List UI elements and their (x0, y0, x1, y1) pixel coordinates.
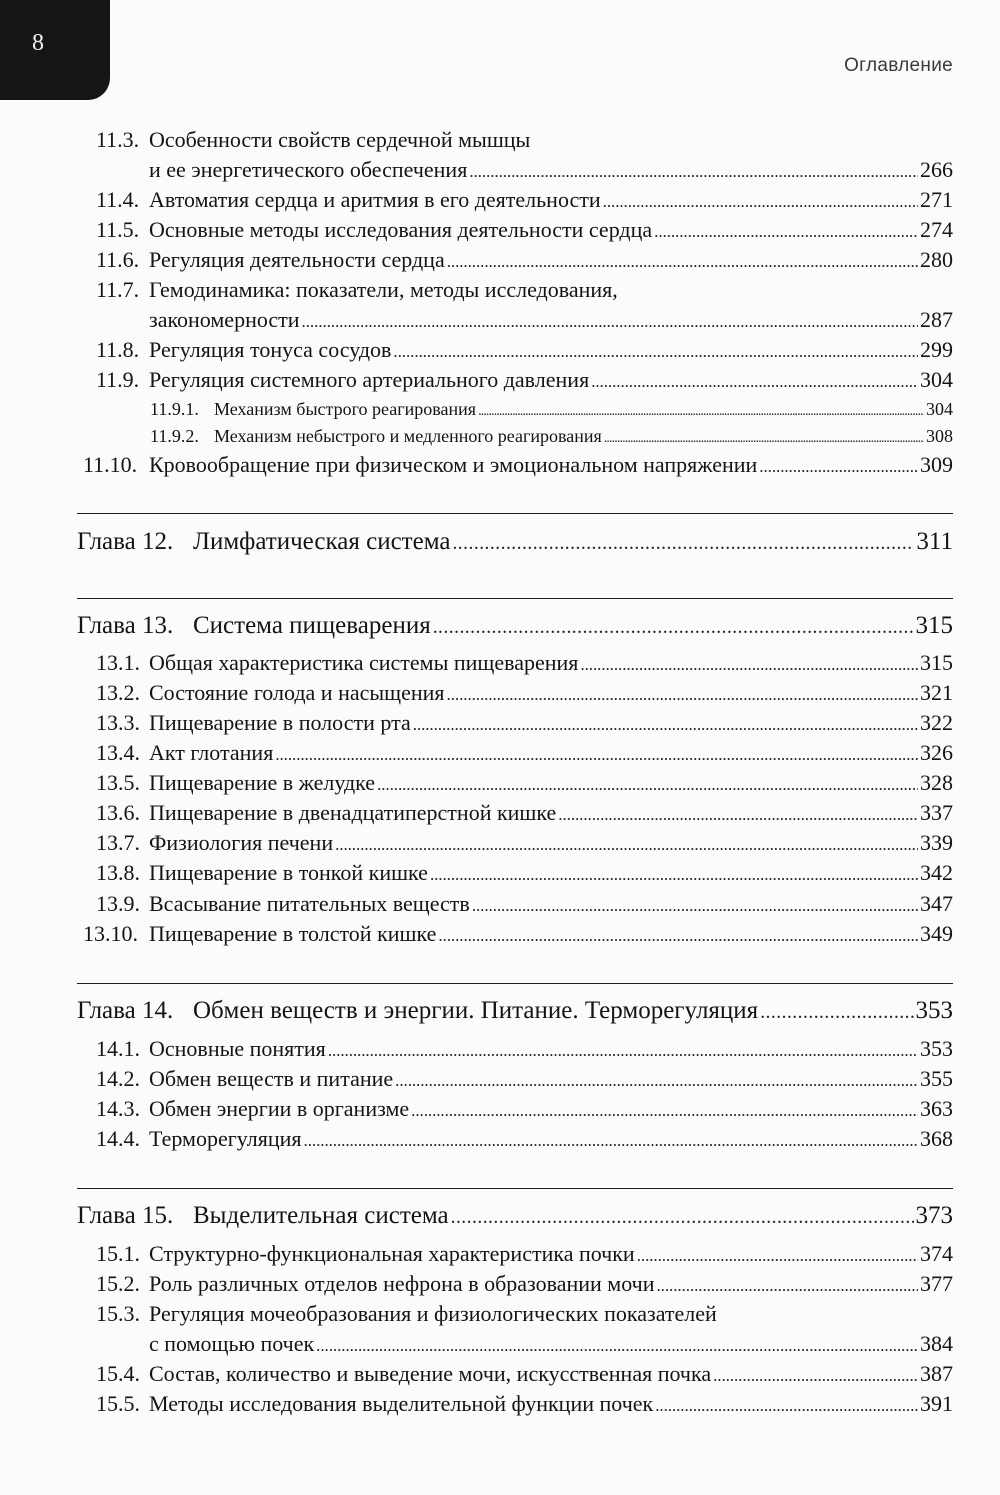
toc-entry-13-4[interactable] (96, 740, 953, 766)
entry-number: 11.4. (96, 187, 140, 212)
entry-title: Пищеварение в двенадцатиперстной кишке (149, 800, 557, 825)
entry-page: 342 (920, 860, 953, 885)
toc-entry-13-3[interactable] (96, 710, 953, 736)
toc-entry-15-1[interactable] (96, 1241, 953, 1267)
entry-page: 309 (920, 452, 953, 477)
entry-page: 299 (920, 337, 953, 362)
entry-title: Состав, количество и выведение мочи, искусственная почка (149, 1361, 712, 1386)
entry-page: 353 (920, 1036, 953, 1061)
toc-entry-15-4[interactable] (96, 1361, 953, 1387)
page-number-tab (0, 0, 110, 100)
leader-dots (377, 775, 918, 795)
entry-number: 13.6. (96, 800, 140, 825)
leader-dots (637, 1246, 918, 1266)
leader-dots (478, 403, 924, 420)
entry-title: Регуляция системного артериального давления (149, 367, 590, 392)
toc-entry-11-9-1[interactable] (150, 399, 953, 420)
toc-entry-14-3[interactable] (96, 1096, 953, 1122)
toc-entry-15-3-line1[interactable] (96, 1301, 717, 1327)
toc-entry-11-7-line1[interactable] (96, 277, 618, 303)
running-head: Оглавление (844, 55, 953, 76)
entry-title: Пищеварение в желудке (149, 770, 376, 795)
toc-entry-13-9[interactable] (96, 891, 953, 917)
entry-title: с помощью почек (149, 1331, 315, 1356)
entry-number: 14.1. (96, 1036, 140, 1061)
entry-title: закономерности (149, 307, 300, 332)
entry-title: Пищеварение в полости рта (149, 710, 411, 735)
entry-page: 321 (920, 680, 953, 705)
toc-entry-11-3-line1[interactable] (96, 127, 530, 153)
entry-number: 15.3. (96, 1301, 140, 1326)
toc-entry-14-2[interactable] (96, 1066, 953, 1092)
toc-entry-13-8[interactable] (96, 860, 953, 886)
leader-dots (395, 1071, 918, 1091)
chapter-title: Система пищеварения (193, 612, 431, 639)
leader-dots (603, 192, 918, 212)
page-number: 8 (32, 30, 44, 56)
entry-title: Регуляция тонуса сосудов (149, 337, 392, 362)
toc-chapter-12[interactable] (77, 528, 953, 556)
leader-dots (328, 1041, 918, 1061)
entry-number: 14.4. (96, 1126, 140, 1151)
entry-title: Пищеварение в тонкой кишке (149, 860, 428, 885)
toc-entry-13-7[interactable] (96, 830, 953, 856)
entry-page: 347 (920, 891, 953, 916)
toc-entry-11-9-2[interactable] (150, 426, 953, 447)
entry-page: 266 (920, 157, 953, 182)
entry-number: 13.1. (96, 650, 140, 675)
toc-chapter-14[interactable] (77, 997, 953, 1025)
entry-number: 11.8. (96, 337, 140, 362)
toc-entry-11-5[interactable] (96, 217, 953, 243)
entry-title: Механизм быстрого реагирования (214, 399, 477, 419)
entry-page: 308 (926, 426, 953, 446)
leader-dots (335, 835, 918, 855)
toc-entry-13-1[interactable] (96, 650, 953, 676)
entry-number: 11.3. (96, 127, 140, 152)
entry-page: 315 (920, 650, 953, 675)
leader-dots (713, 1366, 918, 1386)
section-divider (77, 513, 953, 514)
section-divider (77, 598, 953, 599)
entry-title: Структурно-функциональная характеристика почки (149, 1241, 635, 1266)
entry-title: Основные методы исследования деятельности сердца (149, 217, 653, 242)
toc-entry-15-2[interactable] (96, 1271, 953, 1297)
entry-title: Обмен веществ и питание (149, 1066, 394, 1091)
leader-dots (604, 430, 924, 447)
entry-number: 11.9.2. (150, 426, 199, 446)
chapter-number: Глава 13. (77, 612, 174, 639)
chapter-number: Глава 14. (77, 997, 174, 1024)
entry-title: Общая характеристика системы пищеварения (149, 650, 579, 675)
entry-title: Терморегуляция (149, 1126, 302, 1151)
leader-dots (411, 1101, 918, 1121)
toc-chapter-15[interactable] (77, 1202, 953, 1230)
leader-dots (558, 805, 918, 825)
entry-number: 13.10. (83, 921, 138, 946)
toc-entry-13-6[interactable] (96, 800, 953, 826)
toc-entry-15-3-line2[interactable] (149, 1331, 953, 1357)
chapter-page: 353 (915, 997, 953, 1024)
toc-entry-11-3-line2[interactable] (149, 157, 953, 183)
entry-number: 11.7. (96, 277, 140, 302)
toc-entry-11-10[interactable] (83, 452, 953, 478)
toc-entry-11-7-line2[interactable] (149, 307, 953, 333)
leader-dots (452, 533, 914, 555)
leader-dots (472, 896, 918, 916)
toc-entry-13-5[interactable] (96, 770, 953, 796)
leader-dots (302, 312, 918, 332)
entry-title: Регуляция мочеобразования и физиологических показателей (149, 1301, 717, 1326)
entry-page: 337 (920, 800, 953, 825)
leader-dots (393, 342, 918, 362)
leader-dots (316, 1336, 918, 1356)
leader-dots (447, 252, 918, 272)
entry-page: 322 (920, 710, 953, 735)
chapter-number: Глава 15. (77, 1202, 174, 1229)
chapter-page: 373 (915, 1202, 953, 1229)
entry-page: 363 (920, 1096, 953, 1121)
chapter-title: Лимфатическая система (193, 528, 451, 555)
entry-number: 15.4. (96, 1361, 140, 1386)
entry-page: 328 (920, 770, 953, 795)
entry-page: 304 (920, 367, 953, 392)
leader-dots (304, 1131, 918, 1151)
leader-dots (451, 1207, 914, 1229)
toc-entry-13-10[interactable] (83, 921, 953, 947)
leader-dots (759, 457, 918, 477)
entry-page: 287 (920, 307, 953, 332)
entry-title: и ее энергетического обеспечения (149, 157, 468, 182)
entry-number: 15.2. (96, 1271, 140, 1296)
entry-page: 304 (926, 399, 953, 419)
entry-page: 339 (920, 830, 953, 855)
entry-page: 349 (920, 921, 953, 946)
entry-title: Физиология печени (149, 830, 334, 855)
chapter-title: Обмен веществ и энергии. Питание. Терморегуляция (193, 997, 759, 1024)
chapter-page: 311 (916, 528, 953, 555)
leader-dots (430, 865, 918, 885)
entry-number: 11.9.1. (150, 399, 199, 419)
entry-title: Гемодинамика: показатели, методы исследования, (149, 277, 618, 302)
entry-page: 271 (920, 187, 953, 212)
chapter-page: 315 (915, 612, 953, 639)
chapter-number: Глава 12. (77, 528, 174, 555)
toc-entry-15-5[interactable] (96, 1391, 953, 1417)
entry-page: 274 (920, 217, 953, 242)
leader-dots (469, 162, 918, 182)
leader-dots (656, 1276, 918, 1296)
entry-number: 14.3. (96, 1096, 140, 1121)
toc-entry-11-6[interactable] (96, 247, 953, 273)
entry-number: 13.8. (96, 860, 140, 885)
toc-chapter-13[interactable] (77, 612, 953, 640)
leader-dots (654, 222, 918, 242)
toc-entry-14-1[interactable] (96, 1036, 953, 1062)
entry-title: Автоматия сердца и аритмия в его деятельности (149, 187, 601, 212)
leader-dots (433, 617, 914, 639)
toc-entry-11-9[interactable] (96, 367, 953, 393)
entry-page: 384 (920, 1331, 953, 1356)
entry-title: Состояние голода и насыщения (149, 680, 445, 705)
entry-title: Основные понятия (149, 1036, 326, 1061)
entry-number: 13.2. (96, 680, 140, 705)
entry-title: Методы исследования выделительной функции почек (149, 1391, 654, 1416)
entry-title: Всасывание питательных веществ (149, 891, 470, 916)
leader-dots (655, 1396, 918, 1416)
entry-title: Регуляция деятельности сердца (149, 247, 445, 272)
entry-number: 11.9. (96, 367, 140, 392)
entry-title: Акт глотания (149, 740, 274, 765)
entry-title: Пищеварение в толстой кишке (149, 921, 437, 946)
leader-dots (580, 655, 918, 675)
leader-dots (438, 926, 918, 946)
entry-title: Механизм небыстрого и медленного реагирования (214, 426, 602, 446)
entry-number: 15.1. (96, 1241, 140, 1266)
leader-dots (413, 715, 918, 735)
section-divider (77, 1188, 953, 1189)
toc-entry-13-2[interactable] (96, 680, 953, 706)
entry-page: 355 (920, 1066, 953, 1091)
entry-page: 377 (920, 1271, 953, 1296)
entry-number: 15.5. (96, 1391, 140, 1416)
chapter-title: Выделительная система (193, 1202, 449, 1229)
entry-number: 13.5. (96, 770, 140, 795)
entry-page: 368 (920, 1126, 953, 1151)
entry-number: 11.10. (83, 452, 138, 477)
entry-number: 13.3. (96, 710, 140, 735)
section-divider (77, 983, 953, 984)
entry-page: 326 (920, 740, 953, 765)
toc-entry-14-4[interactable] (96, 1126, 953, 1152)
leader-dots (447, 685, 918, 705)
entry-title: Особенности свойств сердечной мышцы (149, 127, 531, 152)
entry-number: 13.9. (96, 891, 140, 916)
entry-title: Обмен энергии в организме (149, 1096, 410, 1121)
leader-dots (760, 1002, 913, 1024)
entry-number: 13.4. (96, 740, 140, 765)
entry-page: 374 (920, 1241, 953, 1266)
entry-page: 280 (920, 247, 953, 272)
entry-number: 11.5. (96, 217, 140, 242)
toc-entry-11-8[interactable] (96, 337, 953, 363)
toc-entry-11-4[interactable] (96, 187, 953, 213)
leader-dots (591, 372, 918, 392)
entry-title: Кровообращение при физическом и эмоциональном напряжении (149, 452, 758, 477)
leader-dots (275, 745, 918, 765)
entry-number: 11.6. (96, 247, 140, 272)
entry-page: 391 (920, 1391, 953, 1416)
entry-page: 387 (920, 1361, 953, 1386)
entry-number: 14.2. (96, 1066, 140, 1091)
entry-title: Роль различных отделов нефрона в образовании мочи (149, 1271, 655, 1296)
entry-number: 13.7. (96, 830, 140, 855)
